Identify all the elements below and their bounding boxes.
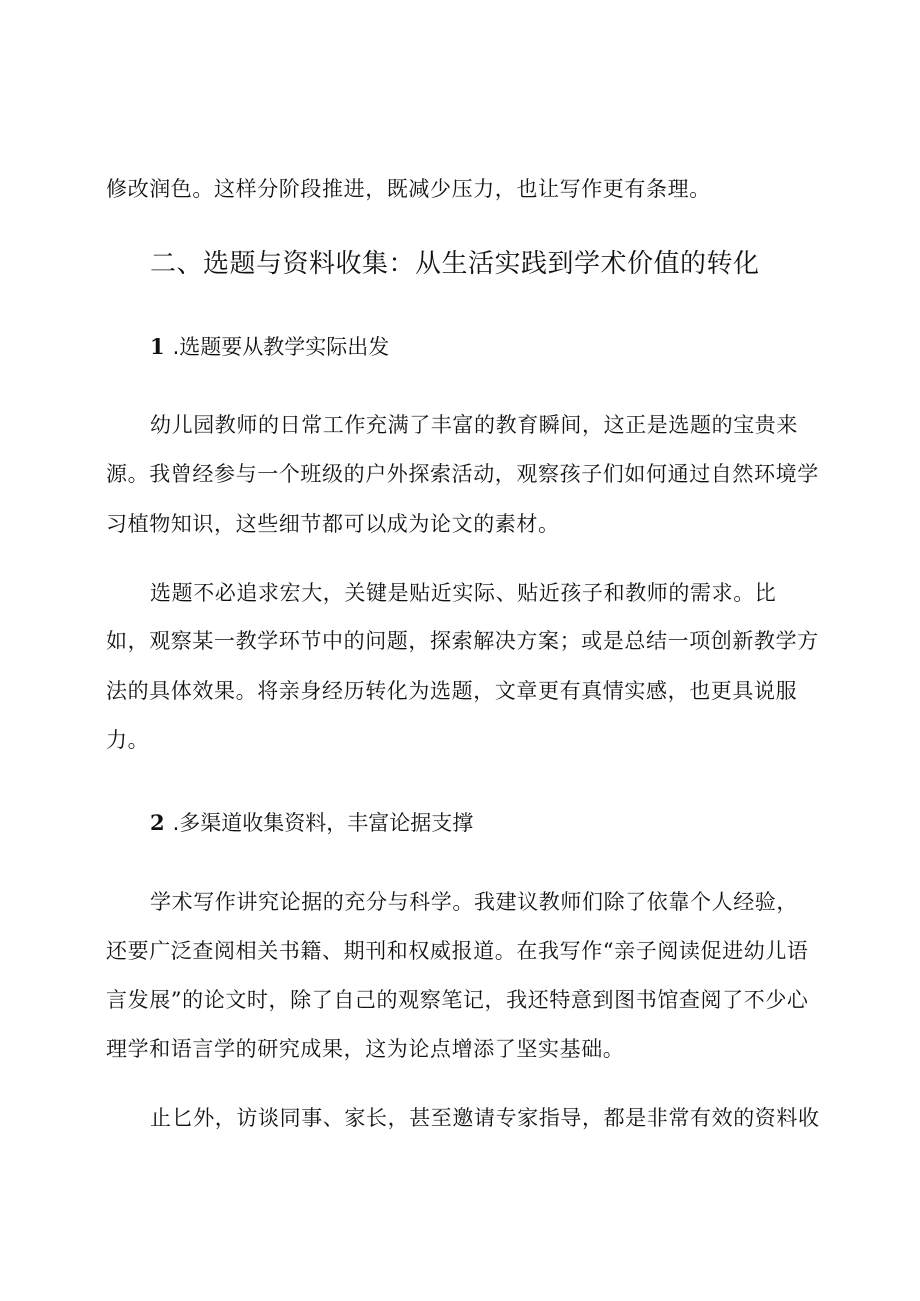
subsection-number: 2 [150,810,165,835]
paragraph-line: 源。我曾经参与一个班级的户外探索活动，观察孩子们如何通过自然环境学 [106,462,819,486]
subsection-heading-2 [150,808,473,838]
paragraph-line: 止匕外，访谈同事、家长，甚至邀请专家指导，都是非常有效的资料收 [150,1106,820,1130]
paragraph-line: 幼儿园教师的日常工作充满了丰富的教育瞬间，这正是选题的宝贵来 [150,413,798,437]
subsection-number: 1 [150,334,165,359]
paragraph-line: 学术写作讲究论据的充分与科学。我建议教师们除了依靠个人经验， [150,890,798,914]
subsection-title: .多渠道收集资料，丰富论据支撑 [172,811,474,835]
subsection-heading-1 [150,332,389,362]
subsection-title: .选题要从教学实际出发 [172,335,390,359]
paragraph-line: 如，观察某一教学环节中的问题，探索解决方案；或是总结一项创新教学方 [106,629,819,653]
paragraph-line: 还要广泛查阅相关书籍、期刊和权威报道。在我写作“亲子阅读促进幼儿语 [106,939,809,963]
intro-paragraph-line: 修改润色。这样分阶段推进，既减少压力，也让写作更有条理。 [106,177,711,201]
paragraph-line: 理学和语言学的研究成果，这为论点增添了坚实基础。 [106,1037,625,1061]
section-heading: 二、选题与资料收集：从生活实践到学术价值的转化 [150,249,760,279]
paragraph-line: 力。 [106,728,150,752]
paragraph-line: 选题不必追求宏大，关键是贴近实际、贴近孩子和教师的需求。比 [150,581,777,605]
paragraph-line: 言发展”的论文时，除了自己的观察笔记，我还特意到图书馆查阅了不少心 [106,988,809,1012]
paragraph-line: 法的具体效果。将亲身经历转化为选题，文章更有真情实感，也更具说服 [106,679,798,703]
paragraph-line: 习植物知识，这些细节都可以成为论文的素材。 [106,512,560,536]
